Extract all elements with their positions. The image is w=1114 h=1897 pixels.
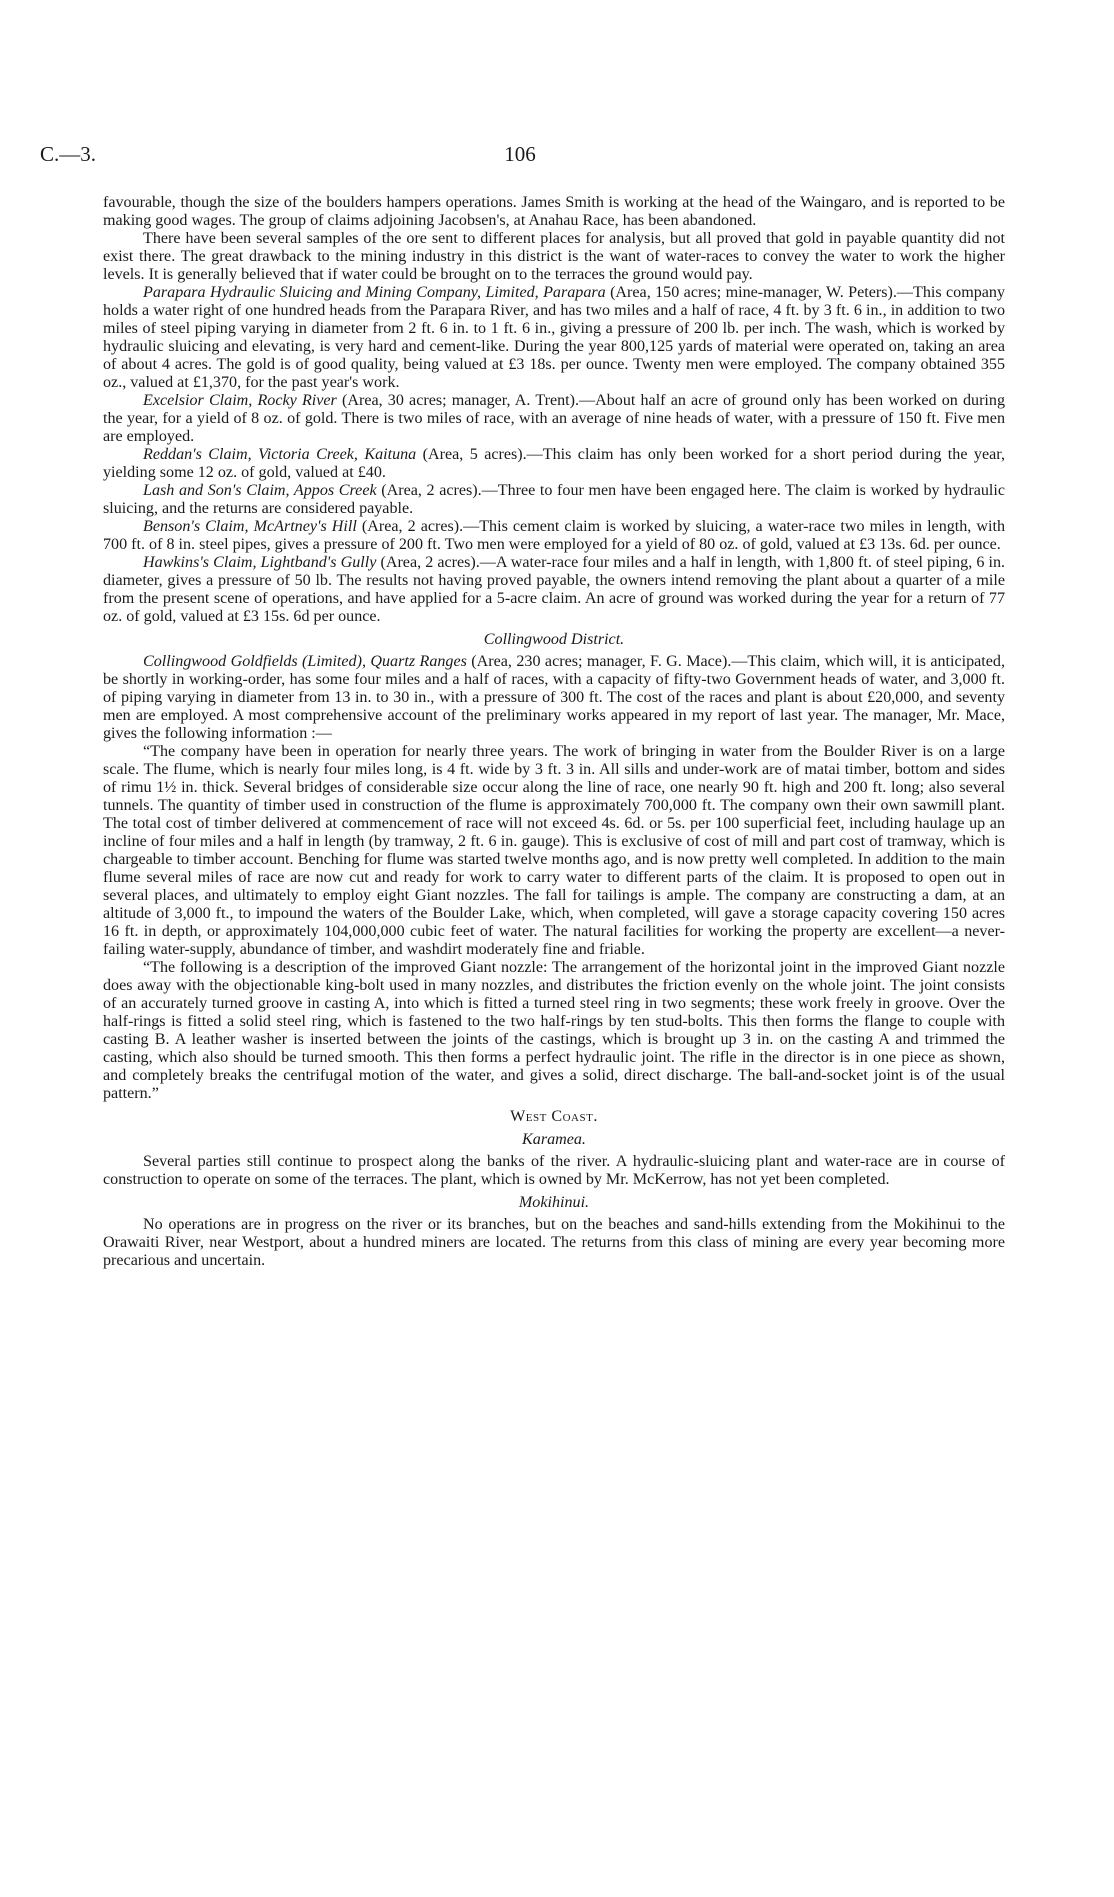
claim-title: Collingwood Goldfields (Limited), Quartz Ranges bbox=[143, 653, 467, 670]
paragraph: There have been several samples of the ore sent to different places for analysis, but all proved that gold in payable quantity did not exist there. The great drawback to the mining industry in this district is the want of water-races to convey the water to work the higher levels. It is generally believed that if water could be brought on to the terraces the ground would pay. bbox=[103, 230, 1005, 283]
section-heading-west-coast: West Coast. bbox=[510, 1108, 598, 1125]
paragraph: Several parties still continue to prospect along the banks of the river. A hydraulic-sluicing plant and water-race are in course of construction to operate on some of the terraces. The plant, which is owned by Mr. McKerrow, has not yet been completed. bbox=[103, 1153, 1005, 1188]
paragraph: No operations are in progress on the river or its branches, but on the beaches and sand-hills extending from the Mokihinui to the Orawaiti River, near Westport, about a hundred miners are located. The returns from this class of mining are every year becoming more precarious and uncertain. bbox=[103, 1216, 1005, 1269]
paragraph bbox=[103, 482, 1005, 518]
claim-title: Lash and Son's Claim, Appos Creek bbox=[143, 482, 377, 499]
paragraph-text: (Area, 230 acres; manager, F. G. Mace).—This claim, which will, it is anticipated, be shortly in working-order, has some four miles and a half of races, with a capacity of fifty-two Government heads of water, and 3,000 ft. of piping varying in diameter from 13 in. to 30 in., with a pressure of 300 ft. The cost of the races and plant is about £20,000, and seventy men are employed. A most comprehensive account of the preliminary works appeared in my report of last year. The manager, Mr. Mace, gives the following information :— bbox=[103, 653, 1005, 742]
page-header bbox=[40, 142, 1000, 172]
paragraph bbox=[103, 554, 1005, 626]
claim-title: Benson's Claim, McArtney's Hill bbox=[143, 518, 357, 535]
paragraph-text: (Area, 30 acres; manager, A. Trent).—About half an acre of ground only has been worked on during the year, for a yield of 8 oz. of gold. There is two miles of race, with an average of nine heads of water, with a pressure of 150 ft. Five men are employed. bbox=[103, 392, 1006, 445]
page-number: 106 bbox=[504, 142, 536, 166]
claim-title: Parapara Hydraulic Sluicing and Mining Company, Limited, Parapara bbox=[143, 284, 606, 301]
paragraph-text: (Area, 150 acres; mine-manager, W. Peters).—This company holds a water right of one hundred heads from the Parapara River, and has two miles and a half of race, 4 ft. by 3 ft. 6 in., in addition to two miles of steel piping varying in diameter from 2 ft. 6 in. to 1 ft. 6 in., giving a pressure of 200 lb. per inch. The wash, which is worked by hydraulic sluicing and elevating, is very hard and cement-like. During the year 800,125 yards of material were operated on, taking an area of about 4 acres. The gold is of good quality, being valued at £3 18s. per ounce. Twenty men were employed. The company obtained 355 oz., valued at £1,370, for the past year's work. bbox=[103, 284, 1005, 391]
paragraph bbox=[103, 284, 1005, 392]
paragraph bbox=[103, 446, 1005, 482]
paragraph: favourable, though the size of the boulders hampers operations. James Smith is working at the head of the Waingaro, and is reported to be making good wages. The group of claims adjoining Jacobsen's, at Anahau Race, has been abandoned. bbox=[103, 194, 1005, 229]
paragraph-text: (Area, 5 acres).—This claim has only been worked for a short period during the year, yielding some 12 oz. of gold, valued at £40. bbox=[103, 446, 1005, 481]
paragraph bbox=[103, 653, 1005, 743]
document-reference: C.—3. bbox=[40, 142, 97, 166]
paragraph-text: (Area, 2 acres).—This cement claim is worked by sluicing, a water-race two miles in length, with 700 ft. of 8 in. steel pipes, gives a pressure of 200 ft. Two men were employed for a yield of 80 oz. of gold, valued at £3 13s. 6d. per ounce. bbox=[103, 518, 1005, 553]
paragraph bbox=[103, 392, 1005, 446]
claim-title: Reddan's Claim, Victoria Creek, Kaituna bbox=[143, 446, 417, 463]
claim-title: Hawkins's Claim, Lightband's Gully bbox=[143, 554, 377, 571]
section-heading-collingwood: Collingwood District. bbox=[483, 631, 625, 648]
subheading-mokihinui: Mokihinui. bbox=[518, 1194, 590, 1211]
quoted-paragraph: “The following is a description of the improved Giant nozzle: The arrangement of the horizontal joint in the improved Giant nozzle does away with the objectionable king-bolt used in many nozzles, and distributes the friction evenly on the whole joint. The joint consists of an accurately turned groove in casting A, into which is fitted a turned steel ring in two segments; these work freely in groove. Over the half-rings is fitted a solid steel ring, which is fastened to the two half-rings by ten stud-bolts. This then forms the flange to couple with casting B. A leather washer is inserted between the joints of the castings, which is brought up 3 in. on the casting A and trimmed the casting, which also should be turned smooth. This then forms a perfect hydraulic joint. The rifle in the director is in one piece as shown, and completely breaks the centrifugal motion of the water, and gives a solid, direct discharge. The ball-and-socket joint is of the usual pattern.” bbox=[103, 959, 1005, 1102]
paragraph-text: (Area, 2 acres).—A water-race four miles and a half in length, with 1,800 ft. of steel piping, 6 in. diameter, gives a pressure of 50 lb. The results not having proved payable, the owners intend removing the plant about a quarter of a mile from the present scene of operations, and have applied for a 5-acre claim. An acre of ground was worked during the year for a return of 77 oz. of gold, valued at £3 15s. 6d per ounce. bbox=[103, 554, 1006, 625]
quoted-paragraph: “The company have been in operation for nearly three years. The work of bringing in water from the Boulder River is on a large scale. The flume, which is nearly four miles long, is 4 ft. wide by 3 ft. 3 in. All sills and under-work are of matai timber, bottom and sides of rimu 1½ in. thick. Several bridges of considerable size occur along the line of race, one nearly 90 ft. high and 200 ft. long; also several tunnels. The quantity of timber used in construction of the flume is approximately 700,000 ft. The company own their own sawmill plant. The total cost of timber delivered at commencement of race will not exceed 4s. 6d. or 5s. per 100 superficial feet, including haulage up an incline of four miles and a half in length (by tramway, 2 ft. 6 in. gauge). This is exclusive of cost of mill and part cost of tramway, which is chargeable to timber account. Benching for flume was started twelve months ago, and is now pretty well completed. In addition to the main flume several miles of race are now cut and ready for work to carry water to different parts of the claim. It is proposed to open out in several places, and ultimately to employ eight Giant nozzles. The fall for tailings is ample. The company are constructing a dam, at an altitude of 3,000 ft., to impound the waters of the Boulder Lake, which, when completed, will gave a storage capacity covering 150 acres 16 ft. in depth, or approximately 104,000,000 cubic feet of water. The natural facilities for working the property are excellent—a never-failing water-supply, abundance of timber, and washdirt moderately fine and friable. bbox=[103, 743, 1005, 958]
claim-title: Excelsior Claim, Rocky River bbox=[143, 392, 337, 409]
page-body bbox=[103, 194, 1005, 1270]
paragraph-text: (Area, 2 acres).—Three to four men have been engaged here. The claim is worked by hydraulic sluicing, and the returns are considered payable. bbox=[103, 482, 1005, 517]
subheading-karamea: Karamea. bbox=[522, 1131, 586, 1148]
paragraph bbox=[103, 518, 1005, 554]
